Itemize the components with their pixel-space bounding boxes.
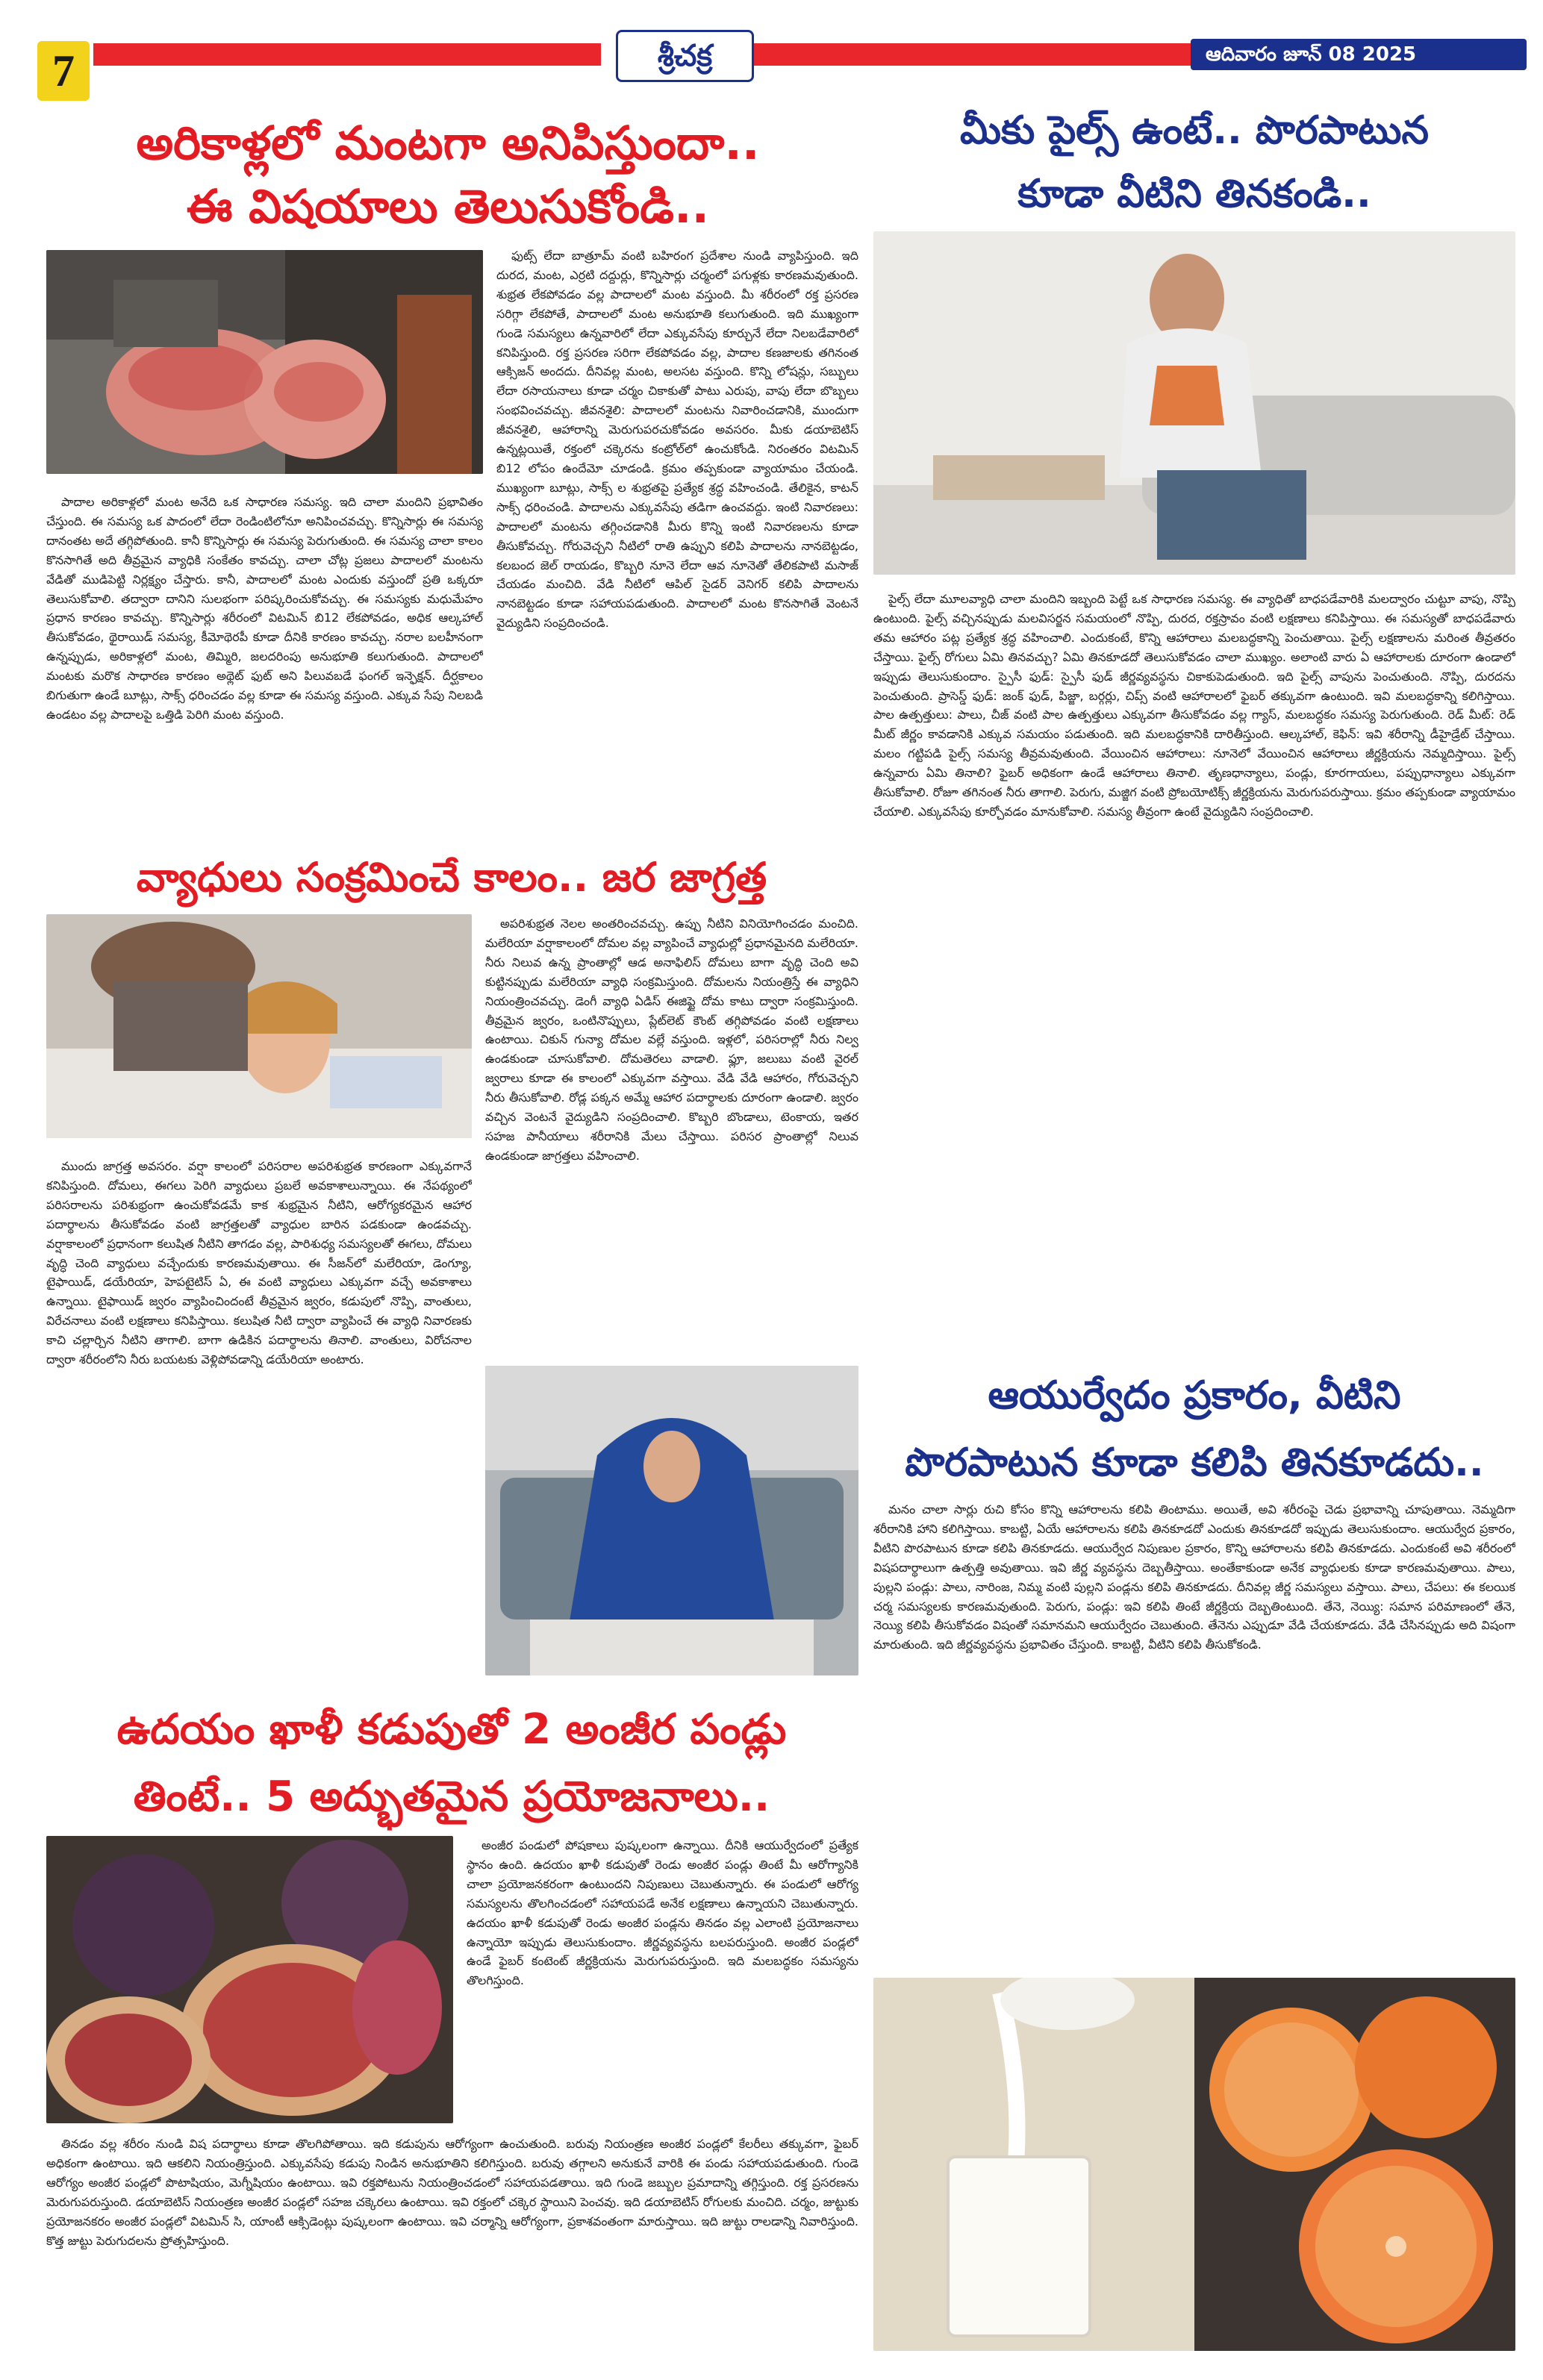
article1-headline-line1: అరికాళ్లలో మంటగా అనిపిస్తుందా.. (136, 116, 760, 170)
article2-headline: వ్యాధులు సంక్రమించే కాలం.. జర జాగ్రత్త (136, 854, 767, 901)
article5-headline-line1: ఆయుర్వేదం ప్రకారం, వీటిని (988, 1373, 1401, 1418)
feet-photo (46, 250, 483, 474)
article4-body (873, 590, 1515, 1343)
sick-woman-blanket-photo (485, 1366, 858, 1675)
article5-body (873, 1500, 1515, 1963)
article3-column-bottom (46, 2134, 858, 2351)
article2-column-left-text: ముందు జాగ్రత్త అవసరం. వర్షా కాలంలో పరిసరాల అపరిశుభ్రత కారణంగా ఎక్కువగానే కనిపిస్తుంది. దోమలు, ఈగలు పెరిగి వ్యాధులు ప్రబలే అవకాశాలున్నాయి. ఈ నేపథ్యంలో పరిసరాలను పరిశుభ్రంగా ఉంచుకోవడమే కాక శుభ్రమైన నీటిని, ఆరోగ్యకరమైన ఆహార పదార్థాలను తీసుకోవడం వంటి జాగ్రత్తలతో వ్యాధుల బారిన పడకుండా ఉండవచ్చు. వర్షాకాలంలో ప్రధానంగా కలుషిత నీటిని తాగడం వల్ల, పారిశుధ్య సమస్యలతో ఈగలు, దోమలు వృద్ధి చెంది వ్యాధులు వచ్చేందుకు కారణమవుతాయి. ఈ సీజన్‌లో మలేరియా, డెంగ్యూ, టైఫాయిడ్, డయేరియా, హెపటైటిస్ ఏ, ఈ వంటి వ్యాధులు ఎక్కువగా వచ్చే అవకాశాలు ఉన్నాయి. టైఫాయిడ్ జ్వరం వ్యాపించిందంటే తీవ్రమైన జ్వరం, కడుపులో నొప్పి, వాంతులు, విరేచనాలు వంటి లక్షణాలు కనిపిస్తాయి. కలుషిత నీటి ద్వారా వ్యాపించే ఈ వ్యాధి నివారణకు కాచి చల్లార్చిన నీటిని తాగాలి. బాగా ఉడికిన పదార్థాలను తినాలి. వాంతులు, విరోచనాల ద్వారా శరీరంలోని నీరు బయటకు వెళ్లిపోవడాన్ని డయేరియా అంటారు. (46, 1159, 472, 1367)
article4-body-text: పైల్స్ లేదా మూలవ్యాధి చాలా మందిని ఇబ్బంది పెట్టే ఒక సాధారణ సమస్య. ఈ వ్యాధితో బాధపడేవారికి మలద్వారం చుట్టూ వాపు, నొప్పి ఉంటుంది. పైల్స్ వచ్చినప్పుడు మలవిసర్జన సమయంలో నొప్పి, దురద, రక్తస్రావం వంటి లక్షణాలు కనిపిస్తాయి. ఈ సమస్యతో బాధపడేవారు తమ ఆహారం పట్ల ప్రత్యేక శ్రద్ధ వహించాలి. ఎందుకంటే, కొన్ని ఆహారాలు మలబద్ధకాన్ని పెంచుతాయి. పైల్స్ లక్షణాలను మరింత తీవ్రతరం చేస్తాయి. పైల్స్ రోగులు ఏమి తినవచ్చు? ఏమి తినకూడదో తెలుసుకోవడం చాలా ముఖ్యం. అలాంటి వారు ఏ ఆహారాలకు దూరంగా ఉండాలో ఇప్పుడు తెలుసుకుందాం. స్పైసీ ఫుడ్: స్పైసీ ఫుడ్ జీర్ణవ్యవస్థను చికాకుపెడుతుంది. ఇది పైల్స్ వాపును పెంచుతుంది. నొప్పి, దురదను పెంచుతుంది. ప్రాసెస్డ్ ఫుడ్: జంక్ ఫుడ్, పిజ్జా, బర్గర్లు, చిప్స్ వంటి ఆహారాలలో ఫైబర్ తక్కువగా ఉంటుంది. ఇవి మలబద్ధకాన్ని కలిగిస్తాయి. పాల ఉత్పత్తులు: పాలు, చీజ్ వంటి పాల ఉత్పత్తులు ఎక్కువగా తీసుకోవడం వల్ల గ్యాస్, మలబద్ధకం సమస్య పెరుగుతుంది. రెడ్ మీట్: రెడ్ మీట్ జీర్ణం కావడానికి ఎక్కువ సమయం పడుతుంది. ఇది మలబద్ధకానికి దారితీస్తుంది. ఆల్కహాల్, కెఫిన్: ఇవి శరీరాన్ని డీహైడ్రేట్ చేస్తాయి. మలం గట్టిపడి పైల్స్ సమస్య తీవ్రమవుతుంది. వేయించిన ఆహారాలు: నూనెలో వేయించిన ఆహారాలు జీర్ణక్రియను నెమ్మదిస్తాయి. పైల్స్ ఉన్నవారు ఏమి తినాలి? ఫైబర్ అధికంగా ఉండే ఆహారాలు తినాలి. తృణధాన్యాలు, పండ్లు, కూరగాయలు, పప్పుధాన్యాలు ఎక్కువగా తీసుకోవాలి. రోజూ తగినంత నీరు తాగాలి. పెరుగు, మజ్జిగ వంటి ప్రోబయోటిక్స్ జీర్ణక్రియను మెరుగుపరుస్తాయి. క్రమం తప్పకుండా వ్యాయామం చేయాలి. ఎక్కువసేపు కూర్చోవడం మానుకోవాలి. సమస్య తీవ్రంగా ఉంటే వైద్యుడిని సంప్రదించాలి. (873, 592, 1515, 819)
article3-column-right-text: అంజీర పండులో పోషకాలు పుష్కలంగా ఉన్నాయి. దీనికి ఆయుర్వేదంలో ప్రత్యేక స్థానం ఉంది. ఉదయం ఖాళీ కడుపుతో రెండు అంజీర పండ్లు తింటే మీ ఆరోగ్యానికి చాలా ప్రయోజనకరంగా ఉంటుందని నిపుణులు చెబుతున్నారు. ఈ పండులో ఆరోగ్య సమస్యలను తొలగించడంలో సహాయపడే అనేక లక్షణాలు ఉన్నాయని చెబుతున్నారు. ఉదయం ఖాళీ కడుపుతో రెండు అంజీర పండ్లను తినడం వల్ల ఎలాంటి ప్రయోజనాలు ఉన్నాయో ఇప్పుడు తెలుసుకుందాం. జీర్ణవ్యవస్థను బలపరుస్తుంది. అంజీర పండ్లలో ఉండే ఫైబర్ కంటెంట్ జీర్ణక్రియను మెరుగుపరుస్తుంది. ఇది మలబద్ధకం సమస్యను తొలగిస్తుంది. (467, 1838, 858, 1988)
article3-headline-line1: ఉదయం ఖాళీ కడుపుతో 2 అంజీర పండ్లు (116, 1705, 787, 1754)
masthead-red-bar-left (93, 43, 601, 66)
article3-headline-line2: తింటే.. 5 అద్భుతమైన ప్రయోజనాలు.. (133, 1772, 770, 1821)
article2-column-left (46, 1157, 472, 1694)
milk-and-grapefruit-photo (873, 1978, 1515, 2351)
article1-column-right-text: ఫుట్స్ లేదా బాత్రూమ్ వంటి బహిరంగ ప్రదేశాల నుండి వ్యాపిస్తుంది. ఇది దురద, మంట, ఎర్రటి దద్దుర్లు, కొన్నిసార్లు చర్మంలో పగుళ్లకు కారణమవుతుంది. శుభ్రత లేకపోవడం వల్ల పాదాలలో మంట వస్తుంది. మీ శరీరంలో రక్త ప్రసరణ సరిగ్గా లేకపోతే, పాదాలలో మంట అనుభూతి కలుగుతుంది. ఇది ముఖ్యంగా గుండె సమస్యలు ఉన్నవారిలో లేదా ఎక్కువసేపు కూర్చునే లేదా నిలబడేవారిలో కనిపిస్తుంది. రక్త ప్రసరణ సరిగా లేకపోవడం వల్ల, పాదాల కణజాలకు తగినంత ఆక్సిజన్ అందదు. దీనివల్ల మంట, అలసట వస్తుంది. కొన్ని లోషన్లు, సబ్బులు లేదా రసాయనాలు కూడా చర్మం చికాకుతో పాటు ఎరుపు, వాపు లేదా బొబ్బలు సంభవించవచ్చు. జీవనశైలి: పాదాలలో మంటను నివారించడానికి, ముందుగా జీవనశైలి, ఆహారాన్ని మెరుగుపరచుకోవడం అవసరం. మీకు డయాబెటిస్ ఉన్నట్లయితే, రక్తంలో చక్కెరను కంట్రోల్‌లో ఉంచుకోండి. నిరంతరం విటమిన్ బి12 లోపం ఉందేమో చూడండి. క్రమం తప్పకుండా వ్యాయామం చేయండి. ముఖ్యంగా బూట్లు, సాక్స్ ల శుభ్రతపై ప్రత్యేక శ్రద్ధ వహించండి. తేలికైన, కాటన్ సాక్స్ ధరించండి. పాదాలను ఎక్కువసేపు తడిగా ఉంచవద్దు. ఇంటి నివారణలు: పాదాలలో మంటను తగ్గించడానికి మీరు కొన్ని ఇంటి నివారణలను కూడా తీసుకోవచ్చు. గోరువెచ్చని నీటిలో రాతి ఉప్పుని కలిపి పాదాలను నానబెట్టడం, కలబంద జెల్ రాయడం, కొబ్బరి నూనె లేదా ఆవ నూనెతో తేలికపాటి మసాజ్ చేయడం మంచిది. వేడి నీటిలో ఆపిల్ సైడర్ వెనిగర్ కలిపి పాదాలను నానబెట్టడం కూడా సహాయపడుతుంది. పాదాలలో మంట కొనసాగితే వెంటనే వైద్యుడిని సంప్రదించండి. (496, 249, 858, 631)
article3-column-right (467, 1836, 858, 2123)
article1-headline-line2: ఈ విషయాలు తెలుసుకోండి.. (186, 179, 710, 234)
masthead-red-bar-right (754, 43, 1191, 66)
article4-headline-line1: మీకు పైల్స్ ఉంటే.. పొరపాటున (960, 108, 1429, 153)
article3-column-bottom-text: తినడం వల్ల శరీరం నుండి విష పదార్థాలు కూడా తొలగిపోతాయి. ఇది కడుపును ఆరోగ్యంగా ఉంచుతుంది. బరువు నియంత్రణ అంజీర పండ్లలో కేలరీలు తక్కువగా, ఫైబర్ అధికంగా ఉంటాయి. ఇది ఆకలిని నియంత్రిస్తుంది. ఎక్కువసేపు కడుపు నిండిన అనుభూతిని కలిగిస్తుంది. బరువు తగ్గాలని అనుకునే వారికి ఈ పండు సహాయపడుతుంది. గుండె ఆరోగ్యం అంజీర పండ్లలో పొటాషియం, మెగ్నీషియం ఉంటాయి. ఇవి రక్తపోటును నియంత్రించడంలో సహాయపడతాయి. ఇది గుండె జబ్బుల ప్రమాదాన్ని తగ్గిస్తుంది. రక్త ప్రసరణను మెరుగుపరుస్తుంది. డయాబెటిస్ నియంత్రణ అంజీర పండ్లలో సహజ చక్కెరలు ఉంటాయి. ఇవి రక్తంలో చక్కెర స్థాయిని పెంచవు. ఇది డయాబెటిస్ రోగులకు మంచిది. చర్మం, జుట్టుకు ప్రయోజనకరం అంజీర పండ్లలో విటమిన్ సి, యాంటీ ఆక్సిడెంట్లు పుష్కలంగా ఉంటాయి. ఇవి చర్మాన్ని ఆరోగ్యంగా, ప్రకాశవంతంగా మారుస్తాయి. ఇది జుట్టు రాలడాన్ని నివారిస్తుంది. కొత్త జుట్టు పెరుగుదలను ప్రోత్సహిస్తుంది. (46, 2137, 858, 2248)
man-in-pain-photo (873, 231, 1515, 575)
article5-headline-line2: పొరపాటున కూడా కలిపి తినకూడదు.. (905, 1440, 1484, 1485)
article4-headline-line2: కూడా వీటిని తినకండి.. (1017, 172, 1371, 216)
article1-column-right (496, 246, 858, 843)
issue-date: ఆదివారం జూన్ 08 2025 (1191, 39, 1527, 70)
article5-body-text: మనం చాలా సార్లు రుచి కోసం కొన్ని ఆహారాలను కలిపి తింటాము. అయితే, అవి శరీరంపై చెడు ప్రభావాన్ని చూపుతాయి. నెమ్మదిగా శరీరానికి హాని కలిగిస్తాయి. కాబట్టి, ఏయే ఆహారాలను కలిపి తినకూడదో ఎందుకు తినకూడదో ఇప్పుడు తెలుసుకుందాం. ఆయుర్వేద ప్రకారం, వీటిని పొరపాటున కూడా కలిపి తినకూడదు. ఆయుర్వేద నిపుణుల ప్రకారం, కొన్ని ఆహారాలను కలిపి తినకూడదు. ఎందుకంటే అవి శరీరంలో విషపదార్థాలుగా ఉత్పత్తి అవుతాయి. ఇవి జీర్ణ వ్యవస్థను దెబ్బతీస్తాయి. అంతేకాకుండా అనేక వ్యాధులకు కూడా కారణమవుతాయి. పాలు, పుల్లని పండ్లు: పాలు, నారింజ, నిమ్మ వంటి పుల్లని పండ్లను కలిపి తినకూడదు. దీనివల్ల జీర్ణ సమస్యలు వస్తాయి. పాలు, చేపలు: ఈ కలయిక చర్మ సమస్యలకు కారణమవుతుంది. పెరుగు, పండ్లు: ఇవి కలిపి తింటే జీర్ణక్రియ దెబ్బతింటుంది. తేనె, నెయ్యి: సమాన పరిమాణంలో తేనె, నెయ్యి కలిపి తీసుకోవడం విషంతో సమానమని ఆయుర్వేదం చెబుతుంది. తేనెను ఎప్పుడూ వేడి చేయకూడదు. వేడి చేసినప్పుడు అది విషంగా మారుతుంది. ఇది జీర్ణవ్యవస్థను ప్రభావితం చేస్తుంది. కాబట్టి, వీటిని కలిపి తీసుకోకండి. (873, 1502, 1515, 1652)
article1-column-left (46, 493, 483, 881)
article2-column-right-text: అపరిశుభ్రత నెలల అంతరించవచ్చు. ఉప్పు నీటిని వినియోగించడం మంచిది. మలేరియా వర్షాకాలంలో దోమల వల్ల వ్యాపించే వ్యాధుల్లో ప్రధానమైనది మలేరియా. నీరు నిలువ ఉన్న ప్రాంతాల్లో ఆడ అనాఫిలిస్ దోమలు బాగా వృద్ధి చెంది అవి కుట్టినప్పుడు మలేరియా వ్యాధి సంక్రమిస్తుంది. దోమలను నియంత్రిస్తే ఈ వ్యాధిని నియంత్రించవచ్చు. డెంగీ వ్యాధి ఏడిస్ ఈజిప్టై దోమ కాటు ద్వారా సంక్రమిస్తుంది. తీవ్రమైన జ్వరం, ఒంటినొప్పులు, ప్లేట్‌లెట్ కౌంట్ తగ్గిపోవడం వంటి లక్షణాలు ఉంటాయి. చికున్ గున్యా దోమల వల్లే వస్తుంది. ఇళ్లలో, పరిసరాల్లో నీరు నిల్వ ఉండకుండా చూసుకోవాలి. దోమతెరలు వాడాలి. ఫ్లూ, జలుబు వంటి వైరల్ జ్వరాలు కూడా ఈ కాలంలో ఎక్కువగా వస్తాయి. వేడి వేడి ఆహారం, గోరువెచ్చని నీరు తీసుకోవాలి. రోడ్ల పక్కన అమ్మే ఆహార పదార్థాలకు దూరంగా ఉండాలి. జ్వరం వచ్చిన వెంటనే వైద్యుడిని సంప్రదించాలి. కొబ్బరి బొండాలు, టెంకాయ, ఇతర సహజ పానీయాలు శరీరానికి మేలు చేస్తాయి. పరిసర ప్రాంతాల్లో నిలువ ఉండకుండా జాగ్రత్తలు వహించాలి. (485, 916, 858, 1163)
article2-column-right (485, 914, 858, 1355)
page-number: 7 (37, 41, 90, 101)
newspaper-logo: శ్రీచక్ర (616, 30, 754, 82)
fig-fruits-photo (46, 1836, 453, 2123)
masthead (0, 0, 1543, 96)
sick-child-photo (46, 914, 472, 1138)
article1-column-left-text: పాదాల అరికాళ్లలో మంట అనేది ఒక సాధారణ సమస్య. ఇది చాలా మందిని ప్రభావితం చేస్తుంది. ఈ సమస్య ఒక పాదంలో లేదా రెండింటిలోనూ అనిపించవచ్చు. కొన్నిసార్లు ఈ సమస్య దానంతట అదే తగ్గిపోతుంది. కానీ కొన్నిసార్లు ఈ సమస్య పెరుగుతుంది. ఈ సమస్య చాలా కాలం కొనసాగితే అది తీవ్రమైన వ్యాధికి సంకేతం కావచ్చు. చాలా చోట్ల ప్రజలు పాదాలలో మంటను వేడితో ముడిపెట్టి నిర్లక్ష్యం చేస్తారు. కానీ, పాదాలలో మంట ఎందుకు వస్తుందో ప్రతి ఒక్కరూ తెలుసుకోవాలి. తద్వారా దానిని సులభంగా పరిష్కరించుకోవచ్చు. ఈ సమస్యకు మధుమేహం ప్రధాన కారణం కావచ్చు. కొన్నిసార్లు శరీరంలో విటమిన్ బి12 లేకపోవడం, అధిక ఆల్కహాల్ తీసుకోవడం, థైరాయిడ్ సమస్య, కీమోథెరపీ కూడా దీనికి కారణం కావచ్చు. నరాల బలహీనంగా ఉన్నప్పుడు, అరికాళ్లలో మంట, తిమ్మిరి, జలదరింపు అనుభూతి కలుగుతుంది. పాదాలలో మంటకు మరొక సాధారణ కారణం అథ్లెట్ ఫుట్ అని పిలువబడే ఫంగల్ ఇన్ఫెక్షన్. దీర్ఘకాలం బిగుతుగా ఉండే బూట్లు, సాక్స్ ధరించడం వల్ల కూడా ఈ సమస్య వస్తుంది. ఎక్కువ సేపు నిలబడి ఉండటం వల్ల పాదాలపై ఒత్తిడి పెరిగి మంట వస్తుంది. (46, 495, 483, 722)
